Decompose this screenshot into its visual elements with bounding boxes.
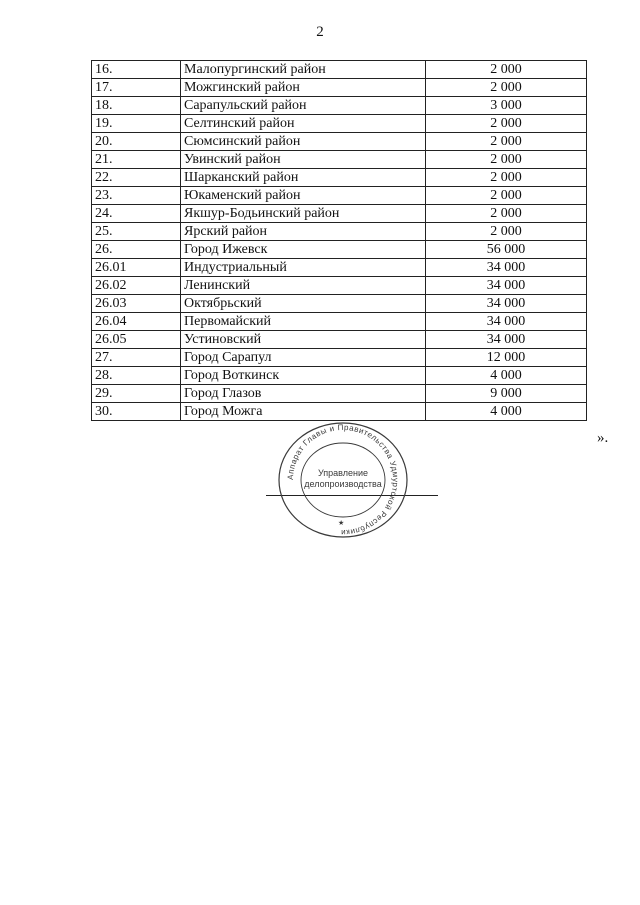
row-value: 2 000 <box>426 223 587 241</box>
closing-quote-mark: ». <box>597 430 609 446</box>
row-number: 19. <box>92 115 181 133</box>
table-row <box>92 277 587 295</box>
row-number: 30. <box>92 403 181 421</box>
row-name: Город Можга <box>181 403 426 421</box>
row-value: 4 000 <box>426 403 587 421</box>
row-number: 26.01 <box>92 259 181 277</box>
table-body <box>92 61 587 421</box>
row-name: Якшур-Бодьинский район <box>181 205 426 223</box>
row-name: Шарканский район <box>181 169 426 187</box>
row-name: Сарапульский район <box>181 97 426 115</box>
row-number: 26. <box>92 241 181 259</box>
row-number: 26.03 <box>92 295 181 313</box>
table-row <box>92 97 587 115</box>
row-value: 12 000 <box>426 349 587 367</box>
table-row <box>92 385 587 403</box>
row-number: 26.02 <box>92 277 181 295</box>
table-row <box>92 79 587 97</box>
row-number: 26.05 <box>92 331 181 349</box>
row-number: 24. <box>92 205 181 223</box>
stamp-center-line-2: делопроизводства <box>304 479 382 489</box>
table-row <box>92 241 587 259</box>
page-number: 2 <box>316 24 324 40</box>
office-stamp <box>275 420 411 540</box>
row-number: 18. <box>92 97 181 115</box>
row-number: 23. <box>92 187 181 205</box>
row-value: 2 000 <box>426 187 587 205</box>
row-name: Индустриальный <box>181 259 426 277</box>
row-name: Город Сарапул <box>181 349 426 367</box>
row-name: Юкаменский район <box>181 187 426 205</box>
table-row <box>92 403 587 421</box>
row-name: Город Воткинск <box>181 367 426 385</box>
row-name: Малопургинский район <box>181 61 426 79</box>
row-name: Ярский район <box>181 223 426 241</box>
row-value: 56 000 <box>426 241 587 259</box>
row-value: 2 000 <box>426 115 587 133</box>
row-number: 26.04 <box>92 313 181 331</box>
row-value: 2 000 <box>426 151 587 169</box>
table-row <box>92 367 587 385</box>
row-value: 2 000 <box>426 169 587 187</box>
table-row <box>92 295 587 313</box>
allocation-table <box>91 60 587 421</box>
row-value: 9 000 <box>426 385 587 403</box>
row-name: Первомайский <box>181 313 426 331</box>
row-name: Октябрьский <box>181 295 426 313</box>
row-name: Устиновский <box>181 331 426 349</box>
table-row <box>92 187 587 205</box>
row-name: Сюмсинский район <box>181 133 426 151</box>
row-number: 16. <box>92 61 181 79</box>
row-name: Город Ижевск <box>181 241 426 259</box>
table-row <box>92 133 587 151</box>
table-row <box>92 61 587 79</box>
row-value: 3 000 <box>426 97 587 115</box>
row-name: Увинский район <box>181 151 426 169</box>
stamp-ring-text: Аппарат Главы и Правительства Удмуртской Республики <box>285 422 401 538</box>
row-value: 34 000 <box>426 277 587 295</box>
row-number: 25. <box>92 223 181 241</box>
row-value: 34 000 <box>426 259 587 277</box>
table-row <box>92 313 587 331</box>
row-number: 21. <box>92 151 181 169</box>
row-number: 29. <box>92 385 181 403</box>
table-row <box>92 169 587 187</box>
table-row <box>92 349 587 367</box>
row-name: Город Глазов <box>181 385 426 403</box>
table-row <box>92 331 587 349</box>
row-value: 2 000 <box>426 61 587 79</box>
row-name: Ленинский <box>181 277 426 295</box>
row-number: 28. <box>92 367 181 385</box>
row-value: 34 000 <box>426 295 587 313</box>
table-row <box>92 151 587 169</box>
table-row <box>92 259 587 277</box>
row-number: 22. <box>92 169 181 187</box>
stamp-star-icon: ★ <box>338 519 345 527</box>
table-row <box>92 115 587 133</box>
row-number: 20. <box>92 133 181 151</box>
row-number: 17. <box>92 79 181 97</box>
row-number: 27. <box>92 349 181 367</box>
row-value: 2 000 <box>426 205 587 223</box>
row-name: Можгинский район <box>181 79 426 97</box>
stamp-center-line-1: Управление <box>317 468 369 478</box>
row-value: 2 000 <box>426 79 587 97</box>
row-name: Селтинский район <box>181 115 426 133</box>
row-value: 34 000 <box>426 313 587 331</box>
row-value: 34 000 <box>426 331 587 349</box>
row-value: 4 000 <box>426 367 587 385</box>
row-value: 2 000 <box>426 133 587 151</box>
table-row <box>92 205 587 223</box>
table-row <box>92 223 587 241</box>
